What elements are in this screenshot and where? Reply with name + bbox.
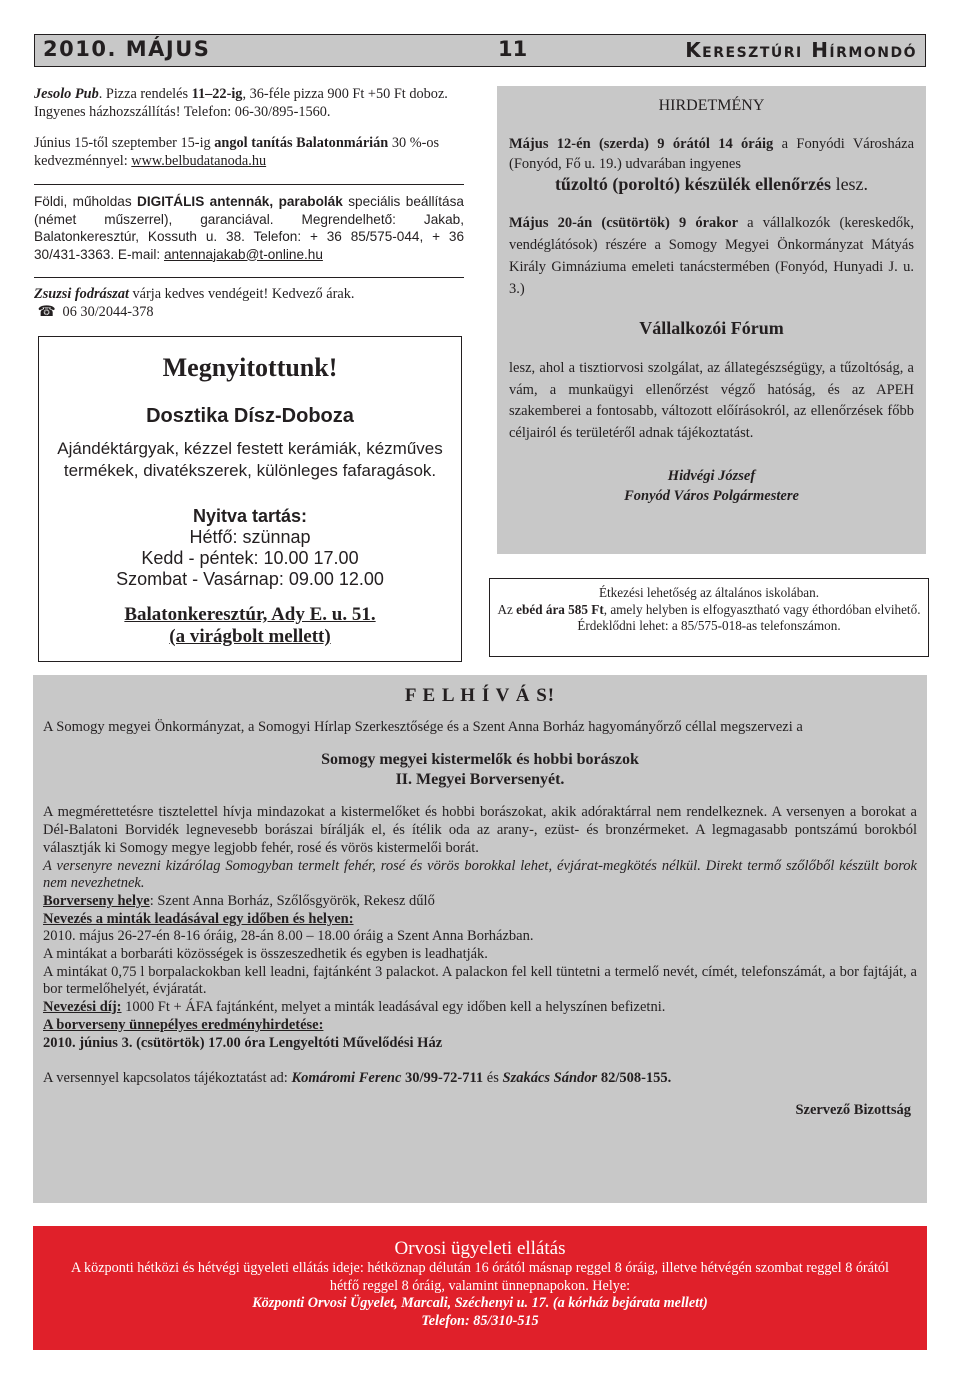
shop-address-line1: Balatonkeresztúr, Ady E. u. 51.: [124, 604, 376, 625]
hours-weekend: Szombat - Vasárnap: 09.00 12.00: [116, 569, 384, 589]
opening-hours: [39, 506, 461, 590]
issue-date: 2010. MÁJUS: [43, 37, 211, 61]
call-fee: [43, 999, 917, 1017]
notice-para3: lesz, ahol a tisztiorvosi szolgálat, az állategészségügy, a tűzoltóság, a vám, a munkaügyi ellenőrzést végző hatóság, és az APEH szakemberei a fontosabb, változott előírásokról, az ellenőrzések főbb céljairól és területéről adnak tájékoztatást.: [509, 360, 914, 441]
shop-name: Dosztika Dísz-Doboza: [146, 405, 354, 427]
call-intro: A Somogy megyei Önkormányzat, a Somogyi Hírlap Szerkesztősége és a Szent Anna Borház hagyományőrző céllal megszervezi a: [43, 718, 803, 735]
call-venue: [43, 893, 917, 911]
meals-notice: [489, 578, 929, 657]
call-bottles: A mintákat 0,75 l borpalackokban kell leadni, fajtánként 3 palackot. A palackon fel kell tüntetni a termelő nevét, címét, telefonszámát, a bor fajtáját, a bor termelőhelyét, évjáratát.: [43, 963, 917, 998]
hours-title: Nyitva tartás:: [192, 506, 308, 526]
ad-jesolo-name: Jesolo Pub: [34, 86, 99, 102]
meals-line2-text: Az: [497, 601, 517, 617]
meals-line2: [490, 602, 928, 619]
page-number: 11: [498, 37, 528, 61]
hours-monday: Hétfő: szünnap: [189, 527, 311, 547]
medical-text: A központi hétközi és hétvégi ügyeleti ellátás ideje: hétköznap délután 16 órától másnap reggel 8 óráig, illetve hétvégén szombat reggel 8 órától hétfő reggel 8 óráig, valamint ünnepnapokon. Helye:: [71, 1260, 889, 1294]
call-para1: A megmérettetésre tisztelettel hívja mindazokat a kistermelőket és hobbi borászokat, akik adóraktárral nem rendelkeznek. A versenyen a borokat a Dél-Balatoni Borvidék legnevesebb borászai bírálják el, és ítélik oda az arany-, ezüst- és bronzérmeket. A legmagasabb pontszámú borokból választják ki Somogy megye legjobb fehér, rosé és vörös kistermelői borát.: [43, 804, 917, 856]
ad-hair-text: várja kedves vendégeit! Kedvező árak.: [128, 286, 355, 302]
ad-jesolo: [34, 86, 464, 121]
ad-english-bold: angol tanítás Balatonmárián: [214, 135, 389, 151]
shop-description: Ajándéktárgyak, kézzel festett kerámiák, kézműves termékek, divatékszerek, különleges fafaragások.: [57, 439, 443, 480]
shop-advert: [38, 336, 462, 662]
shop-address-line2: (a virágbolt mellett): [169, 626, 331, 647]
medical-duty-notice: [33, 1226, 927, 1350]
notice-fire-check-bold: tűzoltó (poroltó) készülék ellenőrzés: [554, 174, 832, 194]
notice-signature-title: Fonyód Város Polgármestere: [624, 488, 799, 504]
ad-jesolo-text: . Pizza rendelés: [98, 86, 192, 102]
notice-title: HIRDETMÉNY: [658, 97, 765, 114]
call-event: [43, 750, 917, 790]
notice-forum-title: Vállalkozói Fórum: [639, 318, 784, 338]
notice-para2: [509, 212, 914, 300]
phone-icon: ☎: [37, 303, 56, 320]
meals-price: ebéd ára 585 Ft: [516, 601, 604, 617]
notice-para1-bold: Május 12-én (szerda) 9 órától 14 óráig: [509, 136, 774, 152]
shop-headline: Megnyitottunk!: [162, 353, 338, 382]
call-entry-label: Nevezés a minták leadásával egy időben és helyen:: [43, 910, 354, 927]
call-venue-label: Borverseny helye: [43, 892, 150, 909]
call-venue-text: : Szent Anna Borház, Szőlősgyörök, Rekesz dűlő: [149, 892, 435, 909]
call-contact-text: A versennyel kapcsolatos tájékoztatást ad:: [43, 1070, 292, 1087]
notice-para2-bold: Május 20-án (csütörtök) 9 órakor: [509, 215, 739, 231]
ad-hair-phone: 06 30/2044-378: [62, 303, 154, 320]
ad-antenna-bold: DIGITÁLIS antennák, parabolák: [137, 194, 343, 209]
call-event-line1: Somogy megyei kistermelők és hobbi borászok: [321, 751, 639, 769]
notice-fire-check-text: lesz.: [831, 174, 869, 194]
medical-phone: Telefon: 85/310-515: [421, 1312, 539, 1329]
ad-antenna-email[interactable]: antennajakab@t-online.hu: [163, 246, 323, 262]
call-contact: [43, 1070, 917, 1088]
call-signature: Szervező Bizottság: [795, 1101, 911, 1118]
meals-line3: Érdeklődni lehet: a 85/575-018-as telefonszámon.: [577, 618, 841, 633]
ad-english: [34, 135, 464, 170]
notice-signature-name: Hidvégi József: [667, 468, 756, 484]
ad-english-link[interactable]: www.belbudatanoda.hu: [131, 152, 267, 169]
call-contact-name1: Komáromi Ferenc: [291, 1070, 402, 1087]
medical-title: Orvosi ügyeleti ellátás: [394, 1238, 566, 1259]
ad-hair: [34, 286, 464, 321]
hours-weekdays: Kedd - péntek: 10.00 17.00: [141, 548, 359, 568]
divider: [34, 184, 464, 185]
ad-english-text: Június 15-től szeptember 15-ig: [34, 135, 215, 151]
call-fee-label: Nevezési díj:: [43, 999, 122, 1016]
ad-jesolo-days: 11–22-ig: [191, 86, 243, 102]
ad-english-text2: 30 %-os kedvezménnyel:: [34, 135, 440, 169]
call-contact-phone2: 82/508-155.: [597, 1070, 672, 1087]
ad-antenna: [34, 193, 464, 263]
ad-antenna-text: Földi, műholdas: [34, 194, 138, 209]
notice-fire-check: [509, 174, 914, 194]
call-title: F E L H Í V Á S!: [404, 685, 556, 706]
call-ceremony-label: A borverseny ünnepélyes eredményhirdetése:: [43, 1016, 324, 1033]
official-notice: [497, 86, 926, 554]
call-event-line2: II. Megyei Borversenyét.: [395, 771, 565, 789]
notice-para1: [509, 134, 914, 174]
ad-jesolo-text2: , 36-féle pizza 900 Ft +50 Ft doboz. Ingyenes házhozszállítás! Telefon: 06-30/895-1560.: [34, 86, 448, 120]
shop-address: [39, 604, 461, 648]
meals-line1: Étkezési lehetőség az általános iskolában.: [598, 585, 820, 600]
medical-place: Központi Orvosi Ügyelet, Marcali, Széchenyi u. 17. (a kórház bejárata mellett): [252, 1295, 708, 1311]
wine-competition-call: [33, 675, 927, 1203]
classified-ads: [34, 86, 464, 335]
call-contact-and: és: [483, 1070, 503, 1087]
call-entry: 2010. május 26-27-én 8-16 óráig, 28-án 8.00 – 18.00 óráig a Szent Anna Borházban.: [43, 928, 534, 945]
ad-hair-name: Zsuzsi fodrászat: [34, 286, 129, 302]
call-fee-text: 1000 Ft + ÁFA fajtánként, melyet a minták leadásával egy időben kell a helyszínen befizetni.: [121, 999, 666, 1016]
call-ceremony: 2010. június 3. (csütörtök) 17.00 óra Lengyeltóti Művelődési Ház: [43, 1034, 443, 1051]
notice-para2-text: a vállalkozók (kereskedők, vendéglátósok) részére a Somogy Megyei Önkormányzat Mátyás Király Gimnáziuma emeleti tanácstermében (Fonyód, Hunyadi J. u. 3.): [509, 215, 915, 297]
call-para2: A versenyre nevezni kizárólag Somogyban termelt fehér, rosé és vörös borokkal lehet, évjárat-megkötés nélkül. Direkt termő szőlőből készült borok nem nevezhetnek.: [43, 857, 917, 892]
call-contact-name2: Szakács Sándor: [502, 1070, 598, 1087]
call-contact-phone1: 30/99-72-711: [401, 1070, 484, 1087]
call-joint: A mintákat a borbaráti közösségek is összeszedhetik és egyben is leadhatják.: [43, 946, 488, 963]
ad-antenna-text2: speciális beállítása (német műszerrel), garanciával. Megrendelhető: Jakab, Balatonkeresztúr, Kossuth u. 38. Telefon: + 36 85/575-044, + 36 30/431-3363. E-mail:: [34, 194, 464, 262]
divider: [34, 277, 464, 278]
notice-para1-text: a Fonyódi Városháza (Fonyód, Fő u. 19.) udvarában ingyenes: [509, 136, 915, 172]
meals-line2-text2: , amely helyben is elfogyasztható vagy éthordóban elvihető.: [603, 601, 921, 617]
page-header: [34, 34, 926, 67]
newspaper-title: Keresztúri Hírmondó: [685, 38, 917, 62]
